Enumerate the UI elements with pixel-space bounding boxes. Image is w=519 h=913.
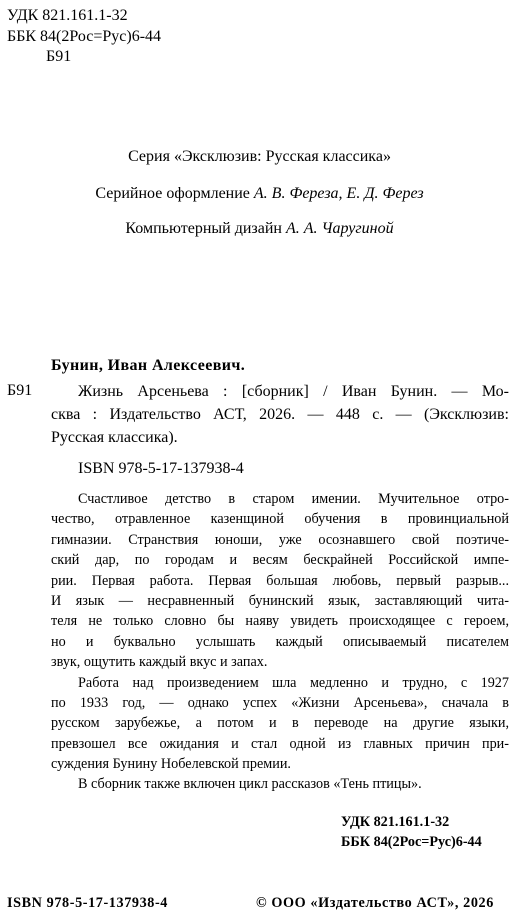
annotation-line: чество, отравленное казенщиной обучения в провинциальной	[51, 511, 509, 528]
author-heading: Бунин, Иван Алексеевич.	[51, 357, 246, 374]
author-mark: Б91	[46, 48, 72, 65]
annotation-line: Работа над произведением шла медленно и трудно, с 1927	[78, 674, 509, 691]
bibliographic-author-mark: Б91	[7, 382, 33, 399]
annotation-line: суждения Бунину Нобелевской премии.	[51, 756, 291, 773]
computer-design-credit	[0, 218, 519, 240]
annotation-line: но и буквально услышать каждый описываемый писателем	[51, 633, 509, 650]
design-label: Серийное оформление	[95, 185, 254, 202]
biblio-line: Жизнь Арсеньева : [сборник] / Иван Бунин. — Мо-	[78, 383, 509, 400]
annotation-line: гимназии. Странствия юноши, уже осознавшего свой поэтиче-	[51, 531, 509, 548]
biblio-line: сква : Издательство АСТ, 2026. — 448 с. — (Эксклюзив:	[51, 406, 509, 423]
footer-isbn: ISBN 978-5-17-137938-4	[7, 895, 168, 911]
biblio-line: Русская классика).	[51, 429, 178, 446]
design-credit	[0, 183, 519, 205]
annotation-line: И язык — несравненный бунинский язык, заставляющий чита-	[51, 592, 509, 609]
annotation-line: рии. Первая работа. Первая большая любовь, первый разрыв...	[51, 572, 509, 589]
bibliographic-description	[51, 380, 509, 449]
annotation-line: ский дар, по городам и весям бескрайней Российской импе-	[51, 552, 509, 569]
annotation-line: по 1933 год, — однако успех «Жизни Арсеньева», сначала в	[51, 694, 509, 711]
computer-names: А. А. Чаругиной	[285, 220, 394, 237]
isbn-line: ISBN 978-5-17-137938-4	[78, 460, 244, 477]
udk-code: УДК 821.161.1-32	[7, 7, 128, 24]
design-names: А. В. Фереза, Е. Д. Ферез	[253, 185, 424, 202]
annotation-line: звук, ощутить каждый вкус и запах.	[51, 654, 268, 671]
annotation-line: В сборник также включен цикл рассказов «Тень птицы».	[78, 776, 422, 793]
bbk-code: ББК 84(2Рос=Рус)6-44	[7, 28, 162, 45]
computer-label: Компьютерный дизайн	[125, 220, 286, 237]
annotation-line: превзошел все ожидания и стал одной из главных причин при-	[51, 735, 509, 752]
bottom-udk-code: УДК 821.161.1-32	[341, 814, 450, 830]
bottom-bbk-code: ББК 84(2Рос=Рус)6-44	[341, 834, 482, 850]
annotation-line: Счастливое детство в старом имении. Мучительное отро-	[78, 491, 509, 507]
annotation-line: русском зарубежье, а потом и в переводе на другие языки,	[51, 715, 509, 732]
footer-copyright: © ООО «Издательство АСТ», 2026	[256, 895, 494, 911]
series-line: Серия «Эксклюзив: Русская классика»	[128, 148, 391, 165]
annotation-line: теля не только словно бы наяву увидеть происходящее с героем,	[51, 613, 509, 630]
annotation	[51, 489, 509, 795]
